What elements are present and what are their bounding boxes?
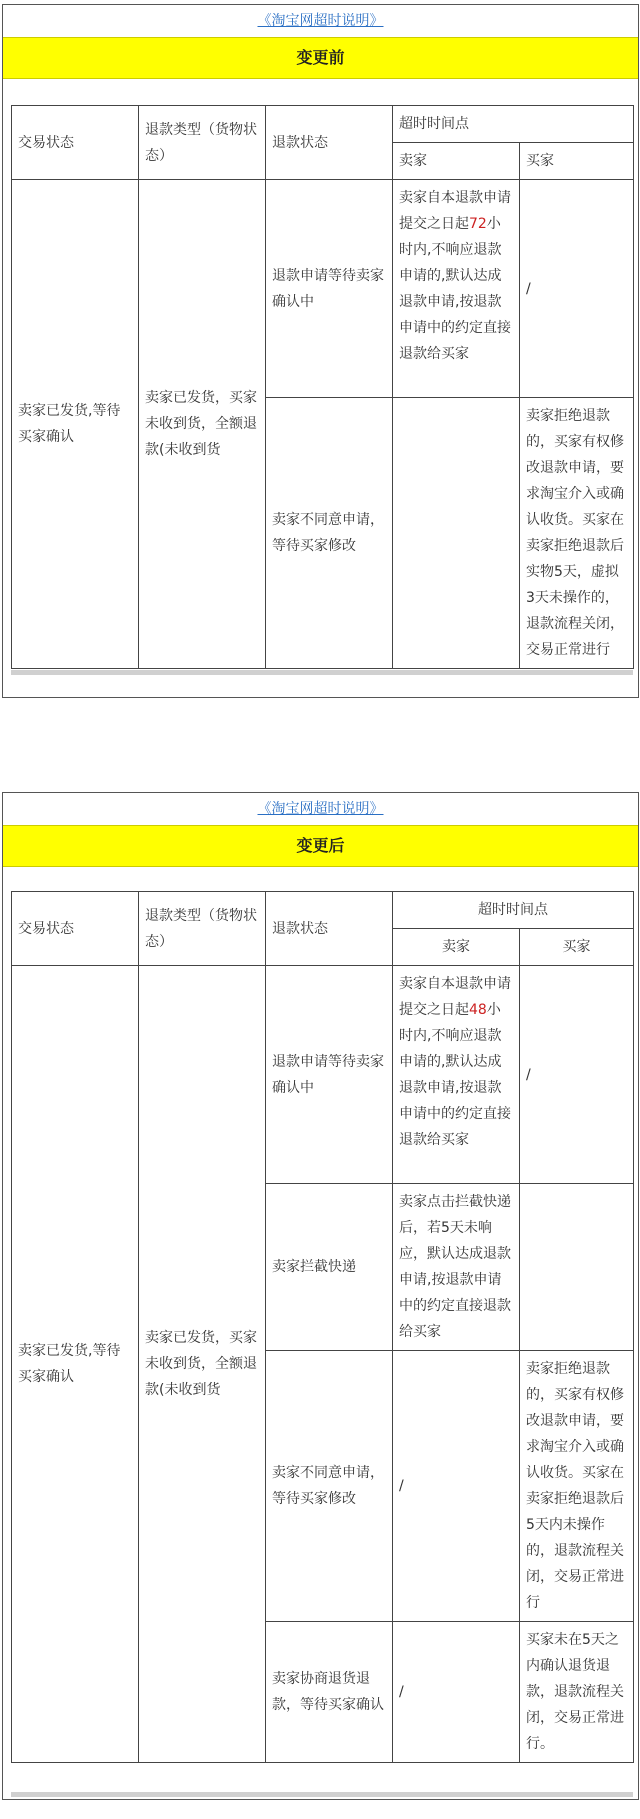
horizontal-scrollbar[interactable] — [11, 1792, 633, 1797]
header-timeout: 超时时间点 — [393, 892, 634, 929]
header-refund-status: 退款状态 — [266, 106, 393, 180]
refund-status-cell-new: 卖家协商退货退款，等待买家确认 — [266, 1622, 393, 1763]
refund-type-cell: 卖家已发货，买家未收到货，全额退款(未收到货 — [139, 966, 266, 1763]
trade-status-cell: 卖家已发货,等待买家确认 — [12, 180, 139, 669]
section-heading-after: 变更后 — [3, 825, 638, 867]
refund-status-cell: 退款申请等待卖家确认中 — [266, 180, 393, 398]
timeout-table-before — [11, 105, 634, 669]
header-seller: 卖家 — [393, 143, 520, 180]
seller-timeout-cell — [393, 398, 520, 669]
refund-status-cell: 退款申请等待卖家确认中 — [266, 966, 393, 1184]
panel-before — [2, 4, 639, 698]
refund-status-cell-new: 卖家拦截快递 — [266, 1184, 393, 1351]
buyer-timeout-cell: / — [520, 180, 634, 398]
refund-type-cell: 卖家已发货，买家未收到货，全额退款(未收到货 — [139, 180, 266, 669]
seller-timeout-text-cont: 小时内,不响应退款申请的,默认达成退款申请,按退款申请中的约定直接退款给买家 — [399, 1002, 511, 1148]
header-timeout: 超时时间点 — [393, 106, 634, 143]
header-seller: 卖家 — [393, 929, 520, 966]
buyer-timeout-cell-new: 买家未在5天之内确认退货退款，退款流程关闭，交易正常进行。 — [520, 1622, 634, 1763]
section-heading-before: 变更前 — [3, 37, 638, 79]
header-buyer: 买家 — [520, 143, 634, 180]
refund-status-cell: 卖家不同意申请，等待买家修改 — [266, 398, 393, 669]
seller-timeout-cell — [393, 966, 520, 1184]
timeout-table-after — [11, 891, 634, 1763]
refund-status-cell: 卖家不同意申请，等待买家修改 — [266, 1351, 393, 1622]
seller-timeout-cell: / — [393, 1351, 520, 1622]
horizontal-scrollbar[interactable] — [11, 670, 633, 675]
header-buyer: 买家 — [520, 929, 634, 966]
header-refund-type: 退款类型（货物状态） — [139, 106, 266, 180]
timeout-hours-value: 48 — [469, 1002, 487, 1018]
timeout-hours-value: 72 — [469, 216, 487, 232]
header-refund-type: 退款类型（货物状态） — [139, 892, 266, 966]
trade-status-cell: 卖家已发货,等待买家确认 — [12, 966, 139, 1763]
buyer-timeout-cell: / — [520, 966, 634, 1184]
seller-timeout-cell-new: 卖家点击拦截快递后，若5天未响应，默认达成退款申请,按退款申请中的约定直接退款给买家 — [393, 1184, 520, 1351]
seller-timeout-cell — [393, 180, 520, 398]
buyer-timeout-cell — [520, 1184, 634, 1351]
seller-timeout-text-cont: 小时内,不响应退款申请的,默认达成退款申请,按退款申请中的约定直接退款给买家 — [399, 216, 511, 362]
header-trade-status: 交易状态 — [12, 106, 139, 180]
panel-after — [2, 792, 639, 1800]
buyer-timeout-cell: 卖家拒绝退款的，买家有权修改退款申请，要求淘宝介入或确认收货。买家在卖家拒绝退款后5天内未操作的，退款流程关闭，交易正常进行 — [520, 1351, 634, 1622]
header-refund-status: 退款状态 — [266, 892, 393, 966]
seller-timeout-text: 卖家自本退款申请提交之日起 — [399, 976, 511, 1018]
seller-timeout-cell-new: / — [393, 1622, 520, 1763]
seller-timeout-text: 卖家自本退款申请提交之日起 — [399, 190, 511, 232]
header-trade-status: 交易状态 — [12, 892, 139, 966]
timeout-explanation-link[interactable]: 《淘宝网超时说明》 — [257, 801, 384, 817]
timeout-explanation-link[interactable]: 《淘宝网超时说明》 — [257, 13, 384, 29]
buyer-timeout-cell: 卖家拒绝退款的，买家有权修改退款申请，要求淘宝介入或确认收货。买家在卖家拒绝退款后实物5天，虚拟3天未操作的，退款流程关闭，交易正常进行 — [520, 398, 634, 669]
